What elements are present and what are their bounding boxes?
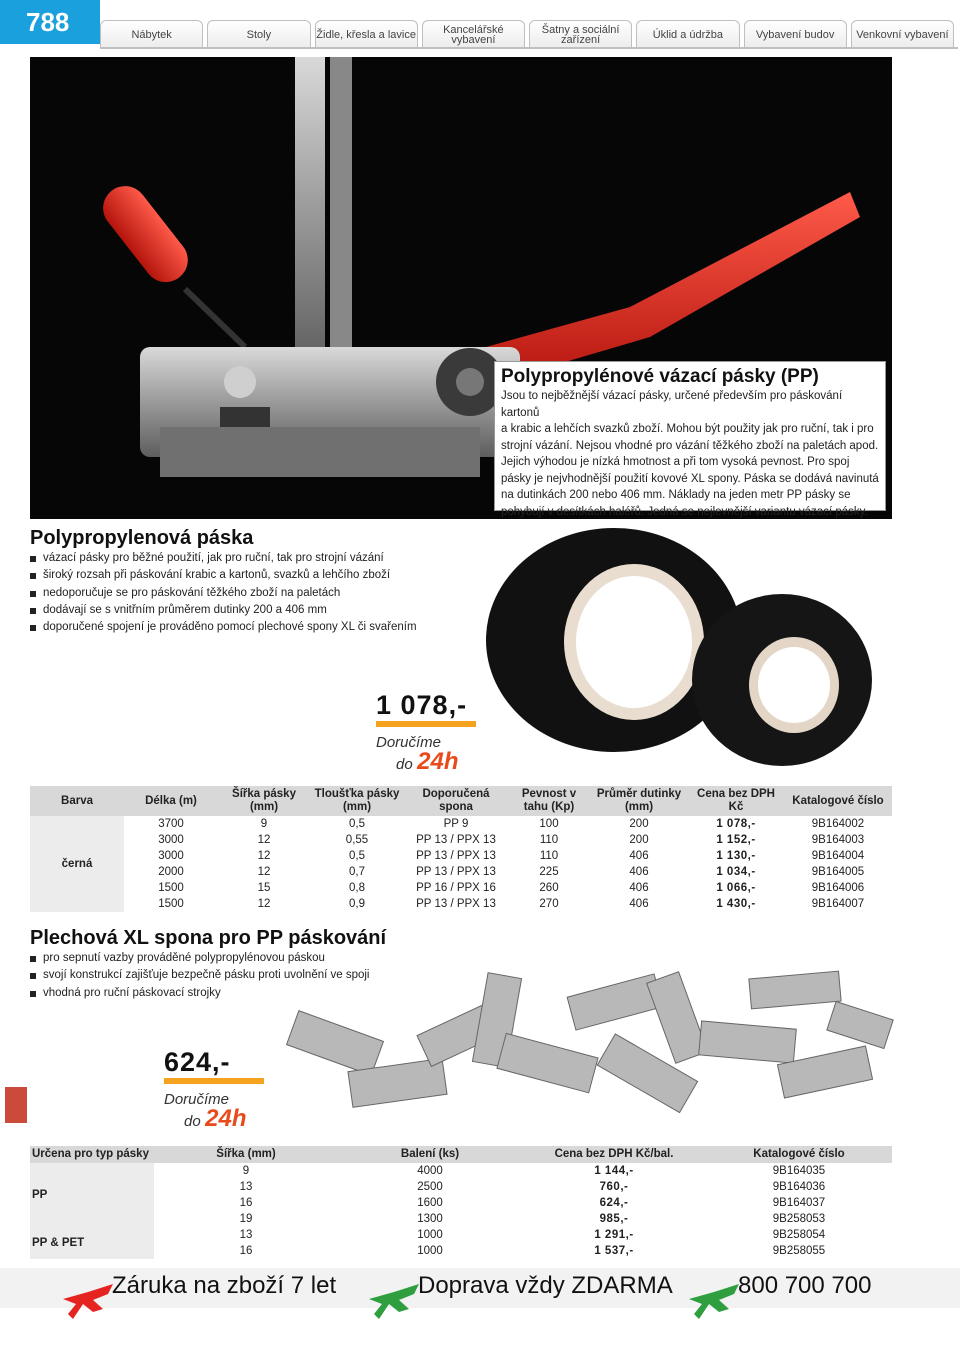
table-cell: PP 13 / PPX 13 bbox=[416, 834, 496, 846]
table-cell: 1000 bbox=[417, 1229, 443, 1241]
tab-venkovni[interactable]: Venkovní vybavení bbox=[851, 20, 954, 48]
price-underline bbox=[376, 721, 476, 727]
tab-kancelarske[interactable]: Kancelářské vybavení bbox=[422, 20, 525, 48]
table-cell: 406 bbox=[629, 898, 649, 910]
page-number: 788 bbox=[0, 0, 100, 44]
catalog-cell: 9B164004 bbox=[811, 850, 865, 862]
col-header: Délka (m) bbox=[124, 786, 218, 816]
footer-shipping: Doprava vždy ZDARMA bbox=[418, 1272, 673, 1299]
table-cell: 3000 bbox=[158, 834, 184, 846]
feature-item: vázací pásky pro běžné použití, jak pro ruční, tak pro strojní vázání bbox=[30, 550, 490, 567]
tab-stoly[interactable]: Stoly bbox=[207, 20, 310, 48]
table-cell: 406 bbox=[629, 882, 649, 894]
catalog-cell: 9B164036 bbox=[772, 1181, 826, 1193]
catalog-cell: 9B164006 bbox=[811, 882, 865, 894]
catalog-cell: 9B164007 bbox=[811, 898, 865, 910]
tape-table bbox=[30, 786, 892, 912]
price-cell: 1 078,- bbox=[716, 818, 756, 830]
table-cell: 12 bbox=[257, 834, 271, 846]
delivery-time: 24h bbox=[205, 1105, 247, 1132]
table-cell: 12 bbox=[257, 866, 271, 878]
table-cell: 0,5 bbox=[349, 818, 365, 830]
tab-zidle[interactable]: Židle, křesla a lavice bbox=[315, 20, 418, 48]
metal-clips-photo bbox=[270, 955, 900, 1130]
section-title: Polypropylenová páska bbox=[30, 527, 254, 549]
price-cell: 1 291,- bbox=[594, 1229, 634, 1241]
feature-item: vhodná pro ruční páskovací strojky bbox=[30, 985, 450, 1002]
table-cell: 260 bbox=[539, 882, 559, 894]
table-cell: 12 bbox=[257, 850, 271, 862]
catalog-cell: 9B164005 bbox=[811, 866, 865, 878]
footer-phone[interactable]: 800 700 700 bbox=[738, 1272, 872, 1299]
price-cell: 1 430,- bbox=[716, 898, 756, 910]
col-header: Katalogové číslo bbox=[784, 786, 892, 816]
table-cell: 1600 bbox=[417, 1197, 443, 1209]
catalog-cell: 9B164002 bbox=[811, 818, 865, 830]
feature-item: pro sepnutí vazby prováděné polypropylénovou páskou bbox=[30, 950, 450, 967]
col-header: Cena bez DPH Kč/bal. bbox=[522, 1146, 706, 1163]
price-cell: 1 034,- bbox=[716, 866, 756, 878]
delivery-do: do bbox=[184, 1113, 201, 1130]
catalog-cell: 9B164037 bbox=[772, 1197, 826, 1209]
feature-list bbox=[30, 550, 490, 636]
info-title: Polypropylénové vázací pásky (PP) bbox=[501, 366, 819, 387]
col-header: Pevnost v tahu (Kp) bbox=[508, 786, 590, 816]
table-cell: 200 bbox=[629, 818, 649, 830]
col-header: Barva bbox=[30, 786, 124, 816]
catalog-cell: 9B258054 bbox=[772, 1229, 826, 1241]
table-cell: 2500 bbox=[417, 1181, 443, 1193]
info-line: pásky je nejvhodnější použití kovové XL spony. Páska se dodává navinutá bbox=[501, 472, 879, 485]
table-cell: PP 16 / PPX 16 bbox=[416, 882, 496, 894]
info-line: pohybují v desítkách haléřů. Jedná se nejlevnější variantu vázací pásky. bbox=[501, 505, 868, 518]
table-cell: 270 bbox=[539, 898, 559, 910]
info-line: Jsou to nejběžnější vázací pásky, určené především pro páskování kartonů bbox=[501, 390, 843, 419]
table-cell: 0,55 bbox=[345, 834, 369, 846]
table-cell: 16 bbox=[239, 1197, 253, 1209]
col-header: Určena pro typ pásky bbox=[30, 1146, 154, 1163]
table-cell: PP 13 / PPX 13 bbox=[416, 850, 496, 862]
col-header: Tloušťka pásky (mm) bbox=[310, 786, 404, 816]
col-header: Šířka pásky (mm) bbox=[218, 786, 310, 816]
type-cell: PP & PET bbox=[30, 1227, 154, 1259]
col-header: Balení (ks) bbox=[338, 1146, 522, 1163]
table-cell: 406 bbox=[629, 850, 649, 862]
feature-item: dodávají se s vnitřním průměrem dutinky 200 a 406 mm bbox=[30, 602, 490, 619]
table-cell: 1300 bbox=[417, 1213, 443, 1225]
price: 1 078,- bbox=[376, 690, 468, 720]
nav-divider bbox=[100, 47, 958, 49]
table-cell: 225 bbox=[539, 866, 559, 878]
feature-item: široký rozsah při páskování krabic a kartonů, svazků a lehčího zboží bbox=[30, 567, 490, 584]
table-cell: 15 bbox=[257, 882, 271, 894]
table-cell: 2000 bbox=[158, 866, 184, 878]
table-cell: 12 bbox=[257, 898, 271, 910]
section-title: Plechová XL spona pro PP páskování bbox=[30, 927, 387, 949]
tab-satny[interactable]: Šatny a sociální zařízení bbox=[529, 20, 632, 48]
table-cell: 200 bbox=[629, 834, 649, 846]
side-marker bbox=[5, 1087, 27, 1123]
info-line: na dutinkách 200 nebo 406 mm. Náklady na jeden metr PP pásky se bbox=[501, 489, 851, 501]
delivery-time: 24h bbox=[417, 748, 459, 775]
type-cell: PP bbox=[30, 1163, 154, 1227]
price-block bbox=[376, 690, 476, 776]
price-cell: 1 537,- bbox=[594, 1245, 634, 1257]
tab-uklid[interactable]: Úklid a údržba bbox=[636, 20, 739, 48]
price-cell: 1 144,- bbox=[594, 1165, 634, 1177]
tab-vybaveni-budov[interactable]: Vybavení budov bbox=[744, 20, 847, 48]
price-cell: 985,- bbox=[599, 1213, 629, 1225]
table-cell: 3000 bbox=[158, 850, 184, 862]
catalog-cell: 9B164003 bbox=[811, 834, 865, 846]
table-cell: 4000 bbox=[417, 1165, 443, 1177]
info-line: a krabic a lehčích svazků zboží. Mohou být použity jak pro ruční, tak i pro bbox=[501, 423, 874, 435]
catalog-cell: 9B164035 bbox=[772, 1165, 826, 1177]
price: 624,- bbox=[164, 1047, 231, 1077]
col-header: Doporučená spona bbox=[404, 786, 508, 816]
price-cell: 760,- bbox=[599, 1181, 629, 1193]
col-header: Šířka (mm) bbox=[154, 1146, 338, 1163]
table-cell: PP 9 bbox=[443, 818, 469, 830]
col-header: Katalogové číslo bbox=[706, 1146, 892, 1163]
table-cell: 1500 bbox=[158, 898, 184, 910]
table-cell: 0,5 bbox=[349, 850, 365, 862]
price-cell: 1 130,- bbox=[716, 850, 756, 862]
hand-icon bbox=[58, 1274, 118, 1329]
price-cell: 1 066,- bbox=[716, 882, 756, 894]
clip-table bbox=[30, 1146, 892, 1259]
tab-nabytek[interactable]: Nábytek bbox=[100, 20, 203, 48]
hand-icon bbox=[364, 1274, 424, 1329]
hand-icon bbox=[684, 1274, 744, 1329]
tape-rolls-photo bbox=[484, 520, 936, 780]
category-nav bbox=[100, 20, 958, 48]
info-line: strojní vázání. Nejsou vhodné pro vázání těžkého zboží na paletách apod. bbox=[501, 439, 879, 452]
col-header: Průměr dutinky (mm) bbox=[590, 786, 688, 816]
table-cell: 3700 bbox=[158, 818, 184, 830]
table-cell: 16 bbox=[239, 1245, 253, 1257]
table-cell: PP 13 / PPX 13 bbox=[416, 898, 496, 910]
table-cell: 0,7 bbox=[349, 866, 365, 878]
table-cell: 1000 bbox=[417, 1245, 443, 1257]
product-info-box bbox=[494, 361, 886, 518]
table-cell: 406 bbox=[629, 866, 649, 878]
table-cell: 110 bbox=[539, 850, 559, 862]
section-pp-tape bbox=[30, 526, 490, 636]
delivery-label: Doručíme bbox=[376, 734, 442, 751]
table-cell: 100 bbox=[539, 818, 559, 830]
table-cell: 19 bbox=[239, 1213, 253, 1225]
price-cell: 1 152,- bbox=[716, 834, 756, 846]
price-block bbox=[164, 1047, 264, 1133]
table-cell: 0,8 bbox=[349, 882, 365, 894]
feature-item: nedoporučuje se pro páskování těžkého zboží na paletách bbox=[30, 585, 490, 602]
feature-item: svojí konstrukcí zajišťuje bezpečně pásku proti uvolnění ve spoji bbox=[30, 967, 450, 984]
color-cell: černá bbox=[30, 816, 124, 912]
info-line: Jejich výhodou je nízká hmotnost a při tom vysoká pevnost. Pro spoj bbox=[501, 456, 850, 468]
delivery-label: Doručíme bbox=[164, 1091, 230, 1108]
table-cell: PP 13 / PPX 13 bbox=[416, 866, 496, 878]
table-cell: 0,9 bbox=[349, 898, 365, 910]
price-underline bbox=[164, 1078, 264, 1084]
catalog-cell: 9B258055 bbox=[772, 1245, 826, 1257]
table-cell: 9 bbox=[260, 818, 268, 830]
col-header: Cena bez DPH Kč bbox=[688, 786, 784, 816]
price-cell: 624,- bbox=[599, 1197, 629, 1209]
table-cell: 13 bbox=[239, 1181, 253, 1193]
footer-warranty: Záruka na zboží 7 let bbox=[112, 1272, 337, 1299]
delivery-do: do bbox=[396, 756, 413, 773]
feature-item: doporučené spojení je prováděno pomocí plechové spony XL či svařením bbox=[30, 619, 490, 636]
table-cell: 9 bbox=[242, 1165, 250, 1177]
table-cell: 13 bbox=[239, 1229, 253, 1241]
catalog-cell: 9B258053 bbox=[772, 1213, 826, 1225]
table-cell: 1500 bbox=[158, 882, 184, 894]
table-cell: 110 bbox=[539, 834, 559, 846]
